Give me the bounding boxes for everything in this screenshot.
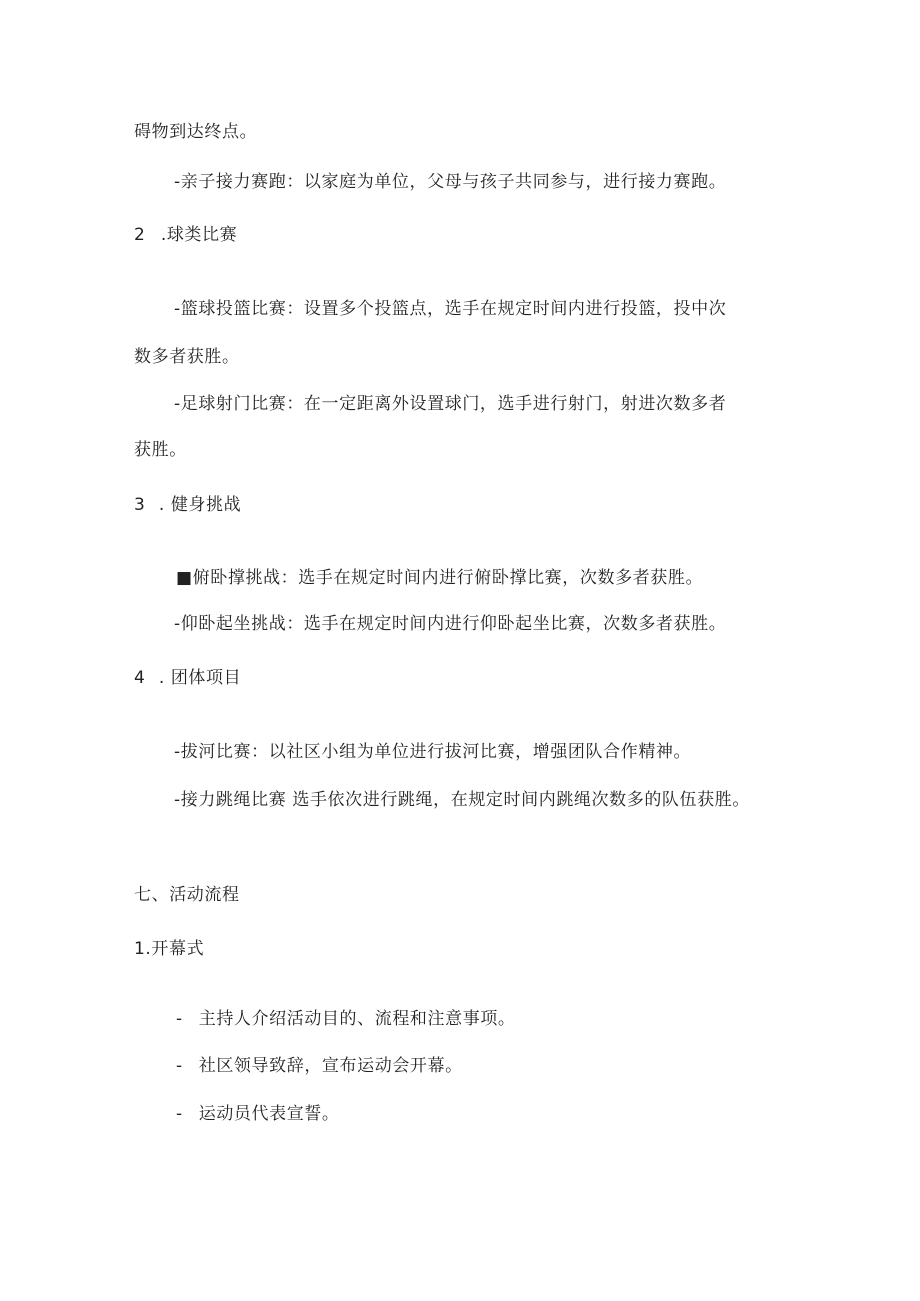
section-title: . 团体项目 bbox=[158, 668, 242, 688]
list-item-basketball: -篮球投篮比赛：设置多个投篮点，选手在规定时间内进行投篮，投中次 bbox=[174, 299, 727, 319]
list-item-situp: -仰卧起坐挑战：选手在规定时间内进行仰卧起坐比赛，次数多者获胜。 bbox=[174, 614, 727, 634]
list-item-pushup bbox=[176, 567, 703, 589]
section-title: .球类比赛 bbox=[160, 225, 238, 245]
section-heading-team bbox=[134, 667, 241, 689]
section-title: . 健身挑战 bbox=[158, 495, 242, 515]
list-item-relay-jump-rope: -接力跳绳比赛 选手依次进行跳绳，在规定时间内跳绳次数多的队伍获胜。 bbox=[174, 790, 750, 810]
list-item-leader-speech bbox=[176, 1055, 463, 1077]
subsection-heading-opening: 1.开幕式 bbox=[134, 939, 205, 959]
dash-bullet: - bbox=[176, 1104, 183, 1124]
list-item-football-continuation: 获胜。 bbox=[134, 440, 187, 460]
section-number: 3 bbox=[134, 495, 145, 515]
dash-bullet: - bbox=[176, 1056, 183, 1076]
list-item-text: 社区领导致辞，宣布运动会开幕。 bbox=[198, 1056, 463, 1076]
list-item-host-intro bbox=[176, 1008, 516, 1030]
section-heading-fitness bbox=[134, 494, 241, 516]
square-bullet-icon: ■ bbox=[176, 568, 193, 588]
list-item-athlete-oath bbox=[176, 1103, 340, 1125]
list-item-basketball-continuation: 数多者获胜。 bbox=[134, 347, 240, 367]
list-item-text: 俯卧撑挑战：选手在规定时间内进行俯卧撑比赛，次数多者获胜。 bbox=[192, 568, 704, 588]
list-item-text: 运动员代表宣誓。 bbox=[198, 1104, 340, 1124]
section-number: 4 bbox=[134, 668, 145, 688]
list-item-football: -足球射门比赛：在一定距离外设置球门，选手进行射门，射进次数多者 bbox=[174, 394, 727, 414]
section-heading-activity-flow: 七、活动流程 bbox=[134, 885, 240, 905]
section-number: 2 bbox=[134, 225, 145, 245]
list-item-text: 主持人介绍活动目的、流程和注意事项。 bbox=[198, 1009, 516, 1029]
list-item-parent-child-relay: -亲子接力赛跑：以家庭为单位，父母与孩子共同参与，进行接力赛跑。 bbox=[174, 172, 727, 192]
section-heading-ball-games bbox=[134, 224, 237, 246]
list-item-tug-of-war: -拔河比赛：以社区小组为单位进行拔河比赛，增强团队合作精神。 bbox=[174, 742, 692, 762]
paragraph-continuation: 碍物到达终点。 bbox=[134, 122, 258, 142]
dash-bullet: - bbox=[176, 1009, 183, 1029]
